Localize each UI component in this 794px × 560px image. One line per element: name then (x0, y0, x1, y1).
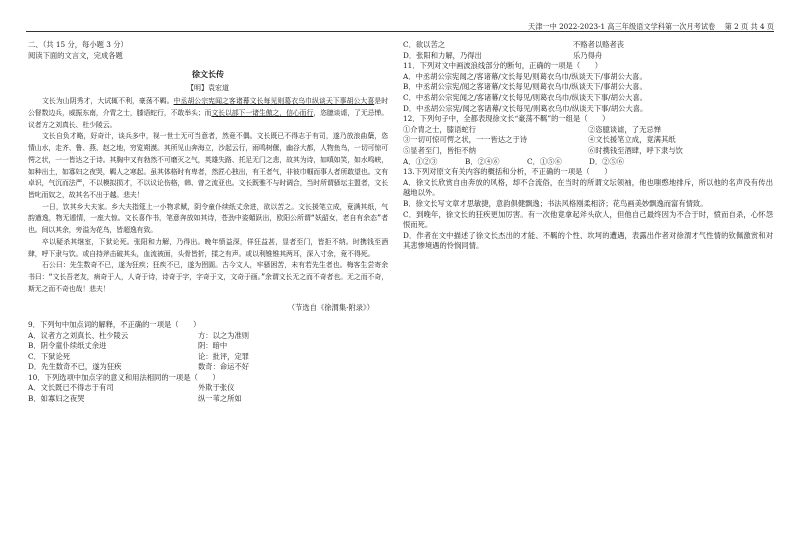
q13-option-a: A．徐文长欣赏自由奔放的风格，却不合流俗，在当时的所谓文坛领袖，他也嗤憨地排斥，所以他的名声没有传出越地以外。 (403, 177, 773, 198)
underlined-phrase: 文长以部下一诸生傲之，信心而行 (211, 109, 314, 118)
passage-title: 徐文长传 (192, 69, 224, 80)
q12-items-row-3: ⑤显者至门，皆拒不纳 ⑥时携钱至酒肆，呼下隶与饮 (403, 145, 683, 155)
question-12: 12．下列句子中，全都表现徐文长“豪荡不羁”的一组是（ ） (403, 114, 610, 124)
q12-options (403, 157, 773, 168)
passage-paragraph-4: 卒以疑杀其继室，下狱论死。张阳和力解，乃得出。晚年愤益深，佯狂益甚，显者至门，皆拒不纳。时携钱至酒肆，呼下隶与饮。或自持斧击破其头，血流被面，头骨皆折，揉之有声。或以利锥锥其两耳，深入寸余，竟不得死。 (28, 237, 388, 258)
passage-paragraph-3: 一日，饮其乡大夫家。乡大夫指筵上一小物求赋，阴令童仆续纸丈余进，欲以苦之。文长援笔立成，竟满其纸，气韵遒逸，物无遁情，一座大惊。文长喜作书，笔意奔放如其诗，苍劲中姿媚跃出，欧阳公所谓“妖韶女，老自有余态”者也。间以其余，旁溢为花鸟，皆超逸有致。 (28, 202, 388, 235)
left-column (28, 40, 388, 405)
q9-option-c: C．下狱论死 论：批评，定罪 (28, 351, 250, 361)
question-13: 13.下列对原文有关内容的概括和分析，不正确的一项是（ ） (403, 167, 612, 177)
question-9: 9．下列句中加点词的解释，不正确的一项是（ ） (28, 319, 201, 329)
q11-option-c: C．中丞胡公宗宪闻之/客诸幕/文长每见/则葛衣乌巾/纵谈天下事/胡公大喜。 (403, 92, 648, 102)
q13-option-b: B．徐文长写文章才思敏捷，意韵俱健飘逸；书法风格刚柔相济；花鸟画美妙飘逸而富有情致。 (403, 198, 708, 208)
q13-option-d: D．作者在文中描述了徐文长杰出的才能、不羁的个性、坎坷的遭遇，表露出作者对徐渭才气性情的钦佩激赏和对其悲惨境遇的怜悯同情。 (403, 230, 773, 251)
q12-items-row-1: ①介胄之士，膝语蛇行 ②恣臆谈谑，了无忌惮 (403, 124, 661, 134)
q10-option-a: A．文长既已不得志于有司 外欺于张仪 (28, 383, 235, 393)
q9-option-d: D．先生数奇不已，遂为狂疾 数奇：命运不好 (28, 362, 250, 372)
q12-option-c: C．①⑤⑥ (527, 156, 562, 166)
q12-option-b: B．②④⑥ (465, 156, 500, 166)
passage-paragraph-1: 文长为山阴秀才，大试辄不利，豪荡不羁。中丞胡公宗宪闻之客诸幕文长每见则葛衣乌巾纵谈天下事胡公大喜是时公督数边兵，威振东南，介胄之士，膝语蛇行，不敢举头；而文长以部下一诸生傲之，信心而行，恣臆谈谑，了无忌惮。议者方之刘真长、杜少陵云。 (28, 97, 388, 129)
question-10: 10．下列选项中加点字的意义和用法相同的一项是（ ） (28, 372, 220, 382)
q11-option-a: A．中丞胡公宗宪闻之/客诸幕/文长每见/则葛衣乌巾/纵谈天下/事胡公大喜。 (403, 71, 647, 81)
q10-option-d: D．张阳和力解，乃得出 乐乃得舟 (403, 50, 603, 60)
passage-body (28, 96, 388, 295)
q10-option-c: C．欲以苦之 不赂者以赂者丧 (403, 40, 625, 49)
passage-paragraph-2: 文长自负才略，好奇计，谈兵多中，视一世士无可当意者，然竟不偶。文长既已不得志于有司，遂乃放浪曲蘖，恣情山水，走齐、鲁、燕、赵之地，穷览朔漠。其所见山奔海立，沙起云行，雨鸣树偃，幽谷大都，人物鱼鸟，一切可惊可愕之状，一一皆达之于诗。其胸中又有勃然不可磨灭之气，英雄失路、托足无门之悲，故其为诗，如嗔如笑，如水鸣峡，如种出土，如寡妇之夜哭，羁人之寒起。虽其体格时有卑者，然匠心独出，有王者气，非彼巾帼而事人者所敢望也。文有卓识，气沉而法严，不以模拟损才，不以议论伤格，韩、曾之流亚也。文长既雅不与时调合，当时所谓骚坛主盟者，文长皆叱而奴之，故其名不出于越。悲夫！ (28, 132, 388, 199)
q9-option-b: B．阴令童仆续纸丈余进 阴：暗中 (28, 341, 228, 351)
passage-source: （节选自《徐渭集·附录》） (287, 303, 374, 313)
passage-paragraph-5: 石公曰：先生数奇不已，遂为狂疾；狂疾不已，遂为囹圄。古今文人，牢骚困苦，未有若先生者也。梅客生尝寄余书曰：“文长吾老友，病奇于人，人奇于诗，诗奇于字，字奇于文，文奇于画。”余谓文长无之而不奇者也。无之而不奇，斯无之而不奇也哉！悲夫！ (28, 261, 388, 293)
q10-option-b: B．如寡妇之夜哭 纵一苇之所如 (28, 394, 242, 404)
question-11: 11．下列对文中画波浪线部分的断句，正确的一项是（ ） (403, 61, 603, 71)
section-heading: 二、（共 15 分，每小题 3 分） (28, 40, 128, 49)
q12-items-row-2: ③一切可惊可愕之状，一一皆达之于诗 ④文长援笔立成，竟满其纸 (403, 135, 676, 145)
page-header: 天津一中 2022-2023-1 高三年级语文学科第一次月考试卷 第 2 页 共 4 页 (528, 22, 774, 31)
q9-option-a: A．议者方之刘真长、杜少陵云 方：以之为准则 (28, 330, 250, 340)
passage-author: 【明】袁宏道 (187, 83, 229, 92)
header-rule (26, 31, 774, 32)
q13-option-c: C．到晚年，徐文长的狂疾更加厉害。有一次他竟拿起斧头砍人，但他自己最终因为不合于时，愤而自杀，心怀怨恨而死。 (403, 209, 773, 230)
q12-option-a: A．①②③ (403, 156, 438, 166)
instruction: 阅读下面的文言文，完成各题 (28, 50, 123, 60)
q11-option-b: B．中丞胡公宗宪/闻之客诸幕/文长每见/则葛衣乌巾/纵谈天下/事胡公大喜。 (403, 82, 647, 92)
right-column (403, 40, 773, 252)
q12-option-d: D．②⑤⑥ (589, 156, 625, 166)
q11-option-d: D．中丞胡公宗宪/闻之客诸幕/文长每见/则葛衣乌巾/纵谈天下事/胡公大喜。 (403, 103, 648, 113)
wavy-underline-sentence: 中丞胡公宗宪闻之客诸幕文长每见则葛衣乌巾纵谈天下事胡公大喜 (173, 97, 375, 106)
